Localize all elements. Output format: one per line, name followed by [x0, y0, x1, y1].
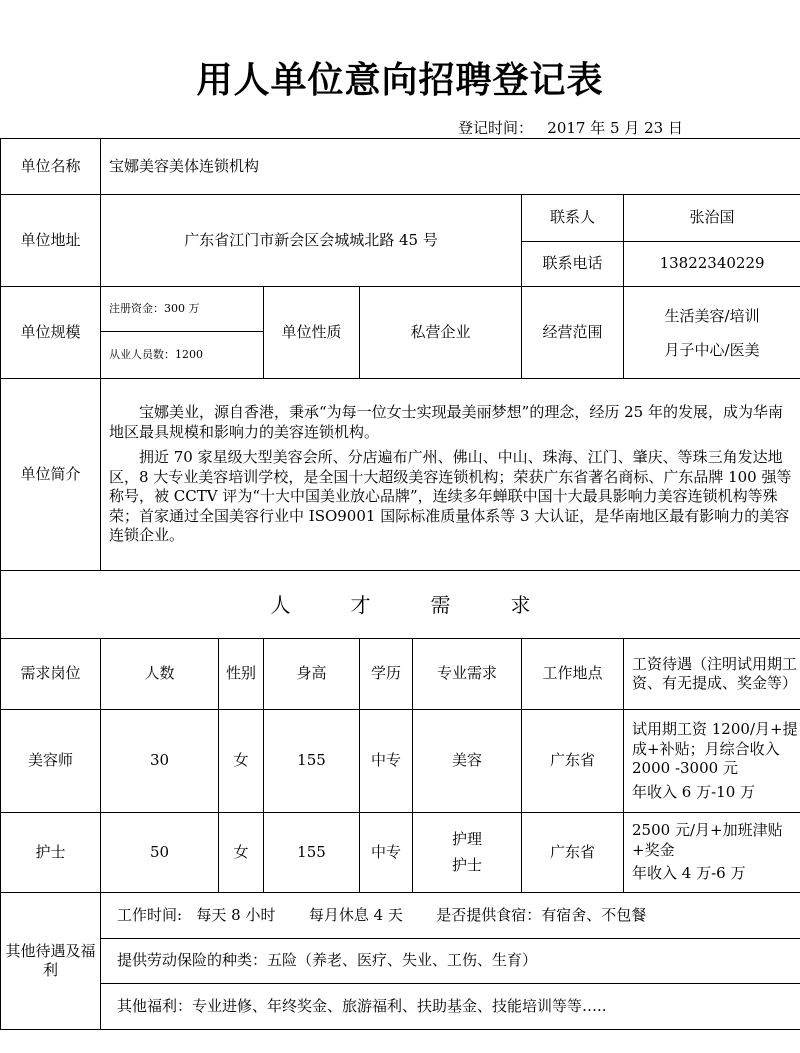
- company-name-label: 单位名称: [1, 139, 101, 195]
- company-address-row: [1, 195, 800, 242]
- benefits-text: 其他福利：专业进修、年终奖金、旅游福利、扶助基金、技能培训等等…..: [101, 984, 800, 1030]
- job-row: [1, 813, 800, 893]
- job-position: 美容师: [1, 710, 101, 813]
- phone-label: 联系电话: [522, 242, 624, 287]
- job-salary-line: 年收入 4 万-6 万: [632, 864, 746, 883]
- job-major-line: 护士: [451, 855, 482, 874]
- header-location: 工作地点: [522, 639, 624, 710]
- company-intro-row: [1, 379, 800, 571]
- phone-value: 13822340229: [624, 242, 800, 287]
- header-education: 学历: [360, 639, 413, 710]
- job-major-line: 美容: [451, 751, 482, 770]
- page-title: 用人单位意向招聘登记表: [196, 60, 604, 101]
- job-height: 155: [264, 710, 360, 813]
- company-name-row: [1, 139, 800, 195]
- job-count: 50: [101, 813, 219, 893]
- header-salary: 工资待遇（注明试用期工资、有无提成、奖金等）: [624, 639, 800, 710]
- job-location: 广东省: [522, 813, 624, 893]
- company-name-value: 宝娜美容美体连锁机构: [101, 139, 800, 195]
- job-education: 中专: [360, 813, 413, 893]
- company-scale-row: [1, 287, 800, 332]
- business-scope-label: 经营范围: [522, 287, 624, 379]
- job-header-row: [1, 639, 800, 710]
- benefits-row: [1, 984, 800, 1030]
- banner-char: 需: [430, 592, 451, 617]
- job-salary: [624, 813, 800, 893]
- other-benefits-row: [1, 893, 800, 939]
- job-major-line: 护理: [451, 830, 482, 848]
- job-major: [413, 710, 522, 813]
- talent-demand-banner-row: [1, 571, 800, 639]
- intro-paragraph: 宝娜美业，源自香港，秉承“为每一位女士实现最美丽梦想”的理念，经历 25 年的发展，成为华南地区最具规模和影响力的美容连锁机构。: [109, 403, 783, 441]
- job-location: 广东省: [522, 710, 624, 813]
- registered-capital: 注册资金：300 万: [101, 287, 264, 332]
- company-nature-label: 单位性质: [264, 287, 360, 379]
- job-salary-line: 2500 元/月+加班津贴+奖金: [632, 821, 783, 859]
- header-height: 身高: [264, 639, 360, 710]
- banner-char: 人: [270, 592, 291, 617]
- insurance-text: 提供劳动保险的种类：五险（养老、医疗、失业、工伤、生育）: [101, 939, 800, 984]
- business-scope-line: 月子中心/医美: [664, 340, 760, 359]
- intro-paragraph: 拥近 70 家星级大型美容会所、分店遍布广州、佛山、中山、珠海、江门、肇庆、等珠三角发达地区，8 大专业美容培训学校，是全国十大超级美容连锁机构；荣获广东省著名商标、广东品牌 100 强等称号，被 CCTV 评为“十大中国美业放心品牌”，连续多年蝉联中国十大最具影响力美容连锁机构等殊荣；首家通过全国美容行业中 ISO9001 国际标准质量体系等 3 大认证，是华南地区最有影响力的美容连锁企业。: [109, 448, 792, 545]
- header-gender: 性别: [219, 639, 264, 710]
- company-address-label: 单位地址: [1, 195, 101, 287]
- job-gender: 女: [219, 813, 264, 893]
- business-scope-value: [624, 287, 800, 379]
- banner-char: 求: [510, 592, 531, 617]
- staff-count: 从业人员数：1200: [101, 332, 264, 379]
- job-row: [1, 710, 800, 813]
- job-education: 中专: [360, 710, 413, 813]
- company-intro-text: [101, 379, 800, 571]
- header-position: 需求岗位: [1, 639, 101, 710]
- insurance-row: [1, 939, 800, 984]
- work-time-text: 工作时间: 每天 8 小时 每月休息 4 天 是否提供食宿：有宿舍、不包餐: [101, 893, 800, 939]
- company-nature-value: 私营企业: [360, 287, 522, 379]
- contact-label: 联系人: [522, 195, 624, 242]
- job-major: [413, 813, 522, 893]
- company-address-value: 广东省江门市新会区会城城北路 45 号: [101, 195, 522, 287]
- contact-value: 张治国: [624, 195, 800, 242]
- header-major: 专业需求: [413, 639, 522, 710]
- job-salary-line: 年收入 6 万-10 万: [632, 782, 756, 801]
- job-count: 30: [101, 710, 219, 813]
- header-count: 人数: [101, 639, 219, 710]
- other-benefits-label: 其他待遇及福利: [1, 893, 101, 1030]
- job-salary-line: 试用期工资 1200/月+提成+补贴；月综合收入 2000 -3000 元: [632, 720, 798, 777]
- registration-date: 登记时间： 2017 年 5 月 23 日: [458, 119, 683, 137]
- job-salary: [624, 710, 800, 813]
- company-scale-label: 单位规模: [1, 287, 101, 379]
- business-scope-line: 生活美容/培训: [664, 306, 760, 325]
- job-gender: 女: [219, 710, 264, 813]
- job-height: 155: [264, 813, 360, 893]
- banner-char: 才: [350, 592, 371, 617]
- talent-demand-banner: [1, 571, 800, 639]
- job-position: 护士: [1, 813, 101, 893]
- company-intro-label: 单位简介: [1, 379, 101, 571]
- recruitment-form: [0, 138, 800, 1030]
